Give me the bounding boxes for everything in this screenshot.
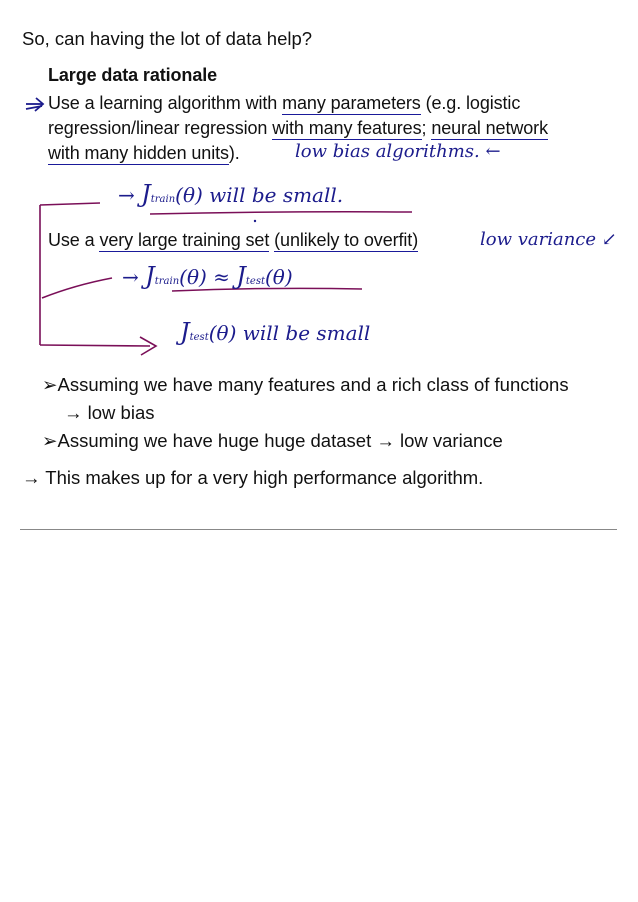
handnote-jtrain-rest: (θ) will be small. (175, 183, 344, 207)
handnote-jtrain-arrow: → (118, 183, 135, 207)
slide-title: Large data rationale (48, 65, 218, 85)
point-1-line-2: → low bias (64, 402, 155, 423)
handnote-jtrain-sub: train (150, 194, 176, 205)
ink-dot (254, 220, 256, 222)
handnote-jtest-rest: (θ) will be small (208, 321, 371, 345)
handnote-approx-mid: (θ) ≈ (179, 265, 237, 289)
handnote-jtest-small (180, 318, 370, 346)
handnote-approx-sub1: train (154, 276, 180, 287)
bullet-1-line-1 (48, 91, 520, 116)
bullet-2-underlined-unlikely-overfit: (unlikely to overfit) (274, 230, 419, 250)
handnote-approx-arrow: → (122, 265, 139, 289)
bullet-1-underlined-many-parameters: many parameters (282, 93, 421, 113)
handnote-low-bias: low bias algorithms. ← (295, 141, 501, 162)
bullet-1-text-d: ; (421, 118, 432, 138)
handnote-approx-J1: J (145, 262, 155, 290)
bullet-1-underlined-neural-network: neural network (431, 118, 548, 138)
underline-jtrain (150, 212, 412, 214)
handnote-approx-end: (θ) (265, 265, 293, 289)
bullet-1-text-e: ). (228, 143, 240, 163)
bullet-2-text-a: Use a (48, 230, 100, 250)
point-1-line-1 (42, 373, 569, 397)
bullet-1-line-2 (48, 116, 548, 141)
handnote-approx-J2: J (236, 262, 246, 290)
bullet-1-underlined-hidden-units: with many hidden units (48, 143, 229, 163)
point-3: → This makes up for a very high performance algorithm. (22, 467, 484, 488)
point-1-marker-icon: ➢ (42, 374, 58, 395)
point-2 (42, 429, 503, 453)
handnote-jtest-sub: test (189, 332, 209, 343)
bullet-2-underlined-large-training-set: very large training set (99, 230, 270, 250)
bullet-1-text-c: regression/linear regression (48, 118, 273, 138)
bullet-1-underlined-many-features: with many features (272, 118, 422, 138)
point-2-text: Assuming we have huge huge dataset → low variance (57, 430, 503, 451)
handnote-jtrain-J: J (141, 180, 151, 208)
section-divider (20, 529, 617, 530)
handnote-approx-sub2: test (245, 276, 265, 287)
handnote-approx (122, 262, 293, 290)
handnote-jtrain-small (118, 180, 343, 208)
bullet-1-text-b: (e.g. logistic (420, 93, 521, 113)
bullet-arrow-icon (26, 98, 43, 111)
bullet-1-line-3 (48, 141, 240, 166)
point-2-marker-icon: ➢ (42, 430, 58, 451)
page-heading: So, can having the lot of data help? (22, 28, 313, 49)
point-1-text: Assuming we have many features and a rich class of functions (57, 374, 569, 395)
bullet-2-line (48, 228, 418, 253)
bullet-1-text-a: Use a learning algorithm with (48, 93, 283, 113)
handnote-low-variance: low variance ↙ (480, 229, 617, 250)
handnote-jtest-J: J (180, 318, 190, 346)
